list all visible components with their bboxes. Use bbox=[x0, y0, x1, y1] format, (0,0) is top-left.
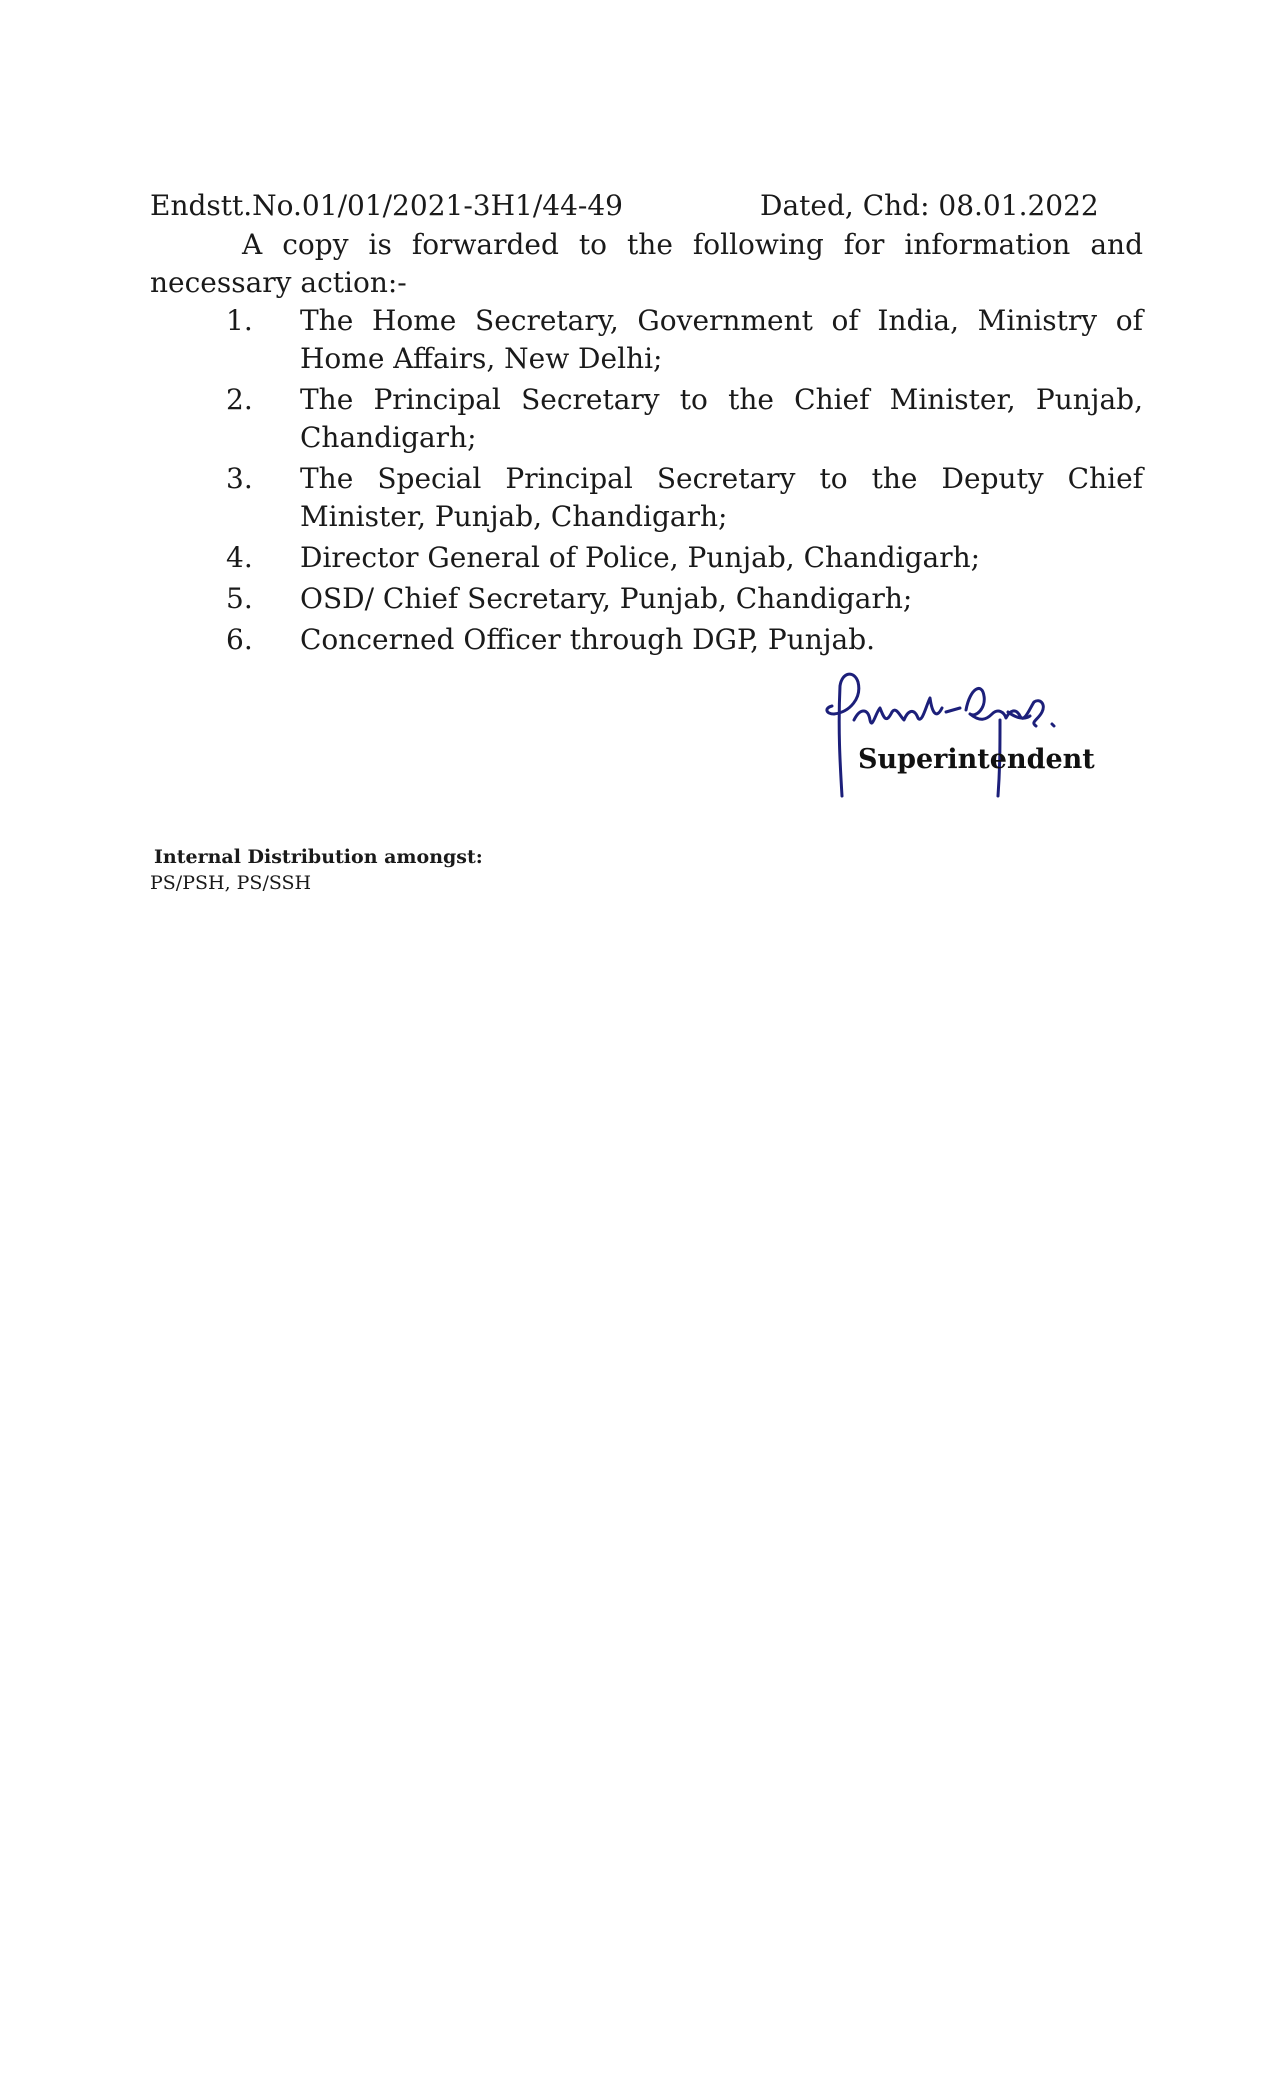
recipient-number: 5. bbox=[226, 582, 253, 615]
signatory-title: Superintendent bbox=[858, 744, 1095, 775]
recipient-item bbox=[150, 460, 1143, 536]
endorsement-header bbox=[150, 188, 1110, 224]
signature-strokes bbox=[827, 674, 1054, 796]
recipient-item bbox=[150, 381, 1143, 457]
recipient-item bbox=[150, 580, 1143, 618]
signature-block bbox=[820, 668, 1140, 808]
recipient-item bbox=[150, 539, 1143, 577]
internal-distribution-heading: Internal Distribution amongst: bbox=[154, 846, 483, 868]
handwritten-signature bbox=[820, 668, 1140, 808]
recipient-list bbox=[150, 302, 1143, 662]
endorsement-number: Endstt.No.01/01/2021-3H1/44-49 bbox=[150, 189, 623, 222]
recipient-text: The Special Principal Secretary to the Deputy Chief Minister, Punjab, Chandigarh; bbox=[300, 462, 1143, 533]
recipient-text: OSD/ Chief Secretary, Punjab, Chandigarh; bbox=[300, 582, 913, 615]
recipient-text: The Principal Secretary to the Chief Minister, Punjab, Chandigarh; bbox=[300, 383, 1143, 454]
endorsement-date: Dated, Chd: 08.01.2022 bbox=[760, 189, 1099, 222]
internal-distribution-list: PS/PSH, PS/SSH bbox=[150, 872, 312, 894]
recipient-text: Concerned Officer through DGP, Punjab. bbox=[300, 623, 876, 656]
recipient-number: 6. bbox=[226, 623, 253, 656]
recipient-text: Director General of Police, Punjab, Chandigarh; bbox=[300, 541, 981, 574]
recipient-number: 1. bbox=[226, 304, 253, 337]
recipient-item bbox=[150, 621, 1143, 659]
recipient-text: The Home Secretary, Government of India, Ministry of Home Affairs, New Delhi; bbox=[300, 304, 1143, 375]
recipient-number: 4. bbox=[226, 541, 253, 574]
recipient-number: 2. bbox=[226, 383, 253, 416]
recipient-number: 3. bbox=[226, 462, 253, 495]
intro-paragraph: A copy is forwarded to the following for information and necessary action:- bbox=[150, 228, 1143, 299]
recipient-item bbox=[150, 302, 1143, 378]
